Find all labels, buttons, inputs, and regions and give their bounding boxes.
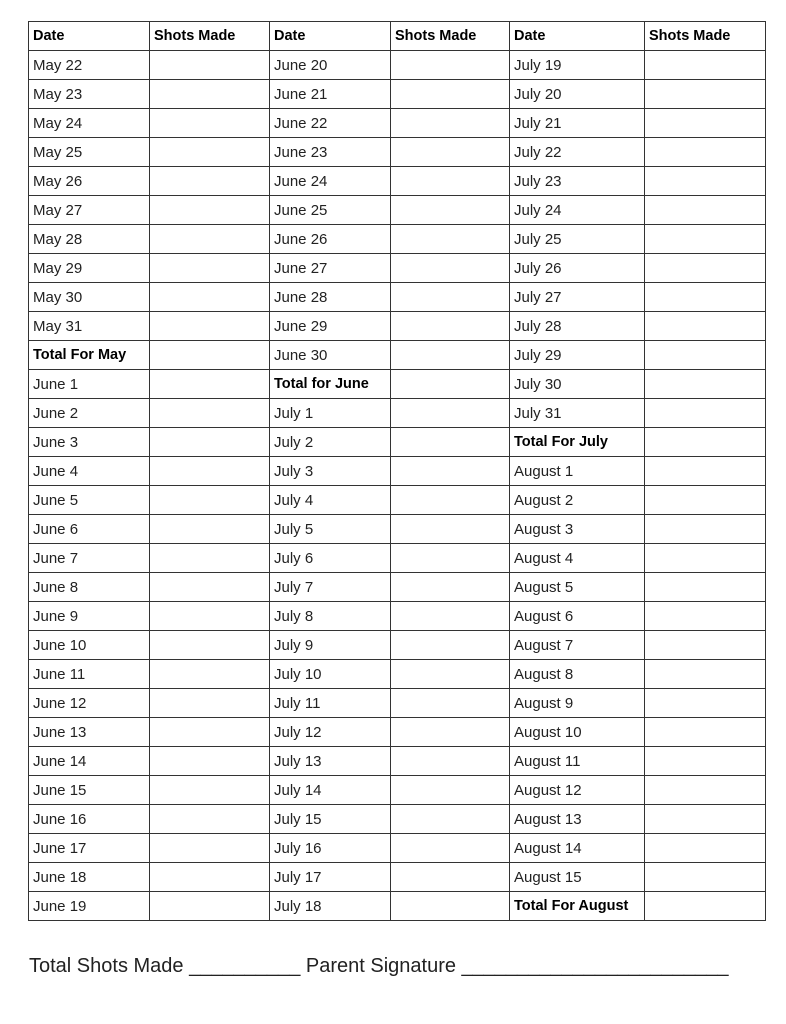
- table-row: [29, 283, 766, 312]
- shots-made-cell[interactable]: [391, 776, 510, 805]
- table-row: [29, 370, 766, 399]
- shots-made-cell[interactable]: [391, 660, 510, 689]
- shots-made-cell[interactable]: [391, 312, 510, 341]
- date-cell: July 25: [510, 225, 645, 254]
- table-row: [29, 138, 766, 167]
- shots-made-cell[interactable]: [645, 805, 766, 834]
- shots-made-cell[interactable]: [645, 834, 766, 863]
- date-cell: August 14: [510, 834, 645, 863]
- shots-made-cell[interactable]: [391, 573, 510, 602]
- shots-made-cell[interactable]: [150, 689, 270, 718]
- table-row: [29, 312, 766, 341]
- shots-made-cell[interactable]: [645, 341, 766, 370]
- shots-made-cell[interactable]: [391, 602, 510, 631]
- date-cell: July 14: [270, 776, 391, 805]
- date-cell: July 13: [270, 747, 391, 776]
- table-row: [29, 80, 766, 109]
- table-row: [29, 573, 766, 602]
- shots-made-cell[interactable]: [391, 196, 510, 225]
- shots-made-cell[interactable]: [150, 486, 270, 515]
- shots-made-cell[interactable]: [150, 196, 270, 225]
- shots-made-cell[interactable]: [150, 718, 270, 747]
- shots-log-table: [28, 21, 766, 921]
- shots-made-cell[interactable]: [645, 486, 766, 515]
- date-cell: June 12: [29, 689, 150, 718]
- date-cell: June 7: [29, 544, 150, 573]
- date-cell: August 15: [510, 863, 645, 892]
- shots-made-cell[interactable]: [150, 892, 270, 921]
- date-cell: June 29: [270, 312, 391, 341]
- date-cell: June 8: [29, 573, 150, 602]
- shots-made-cell[interactable]: [645, 863, 766, 892]
- date-cell: June 15: [29, 776, 150, 805]
- date-cell: August 5: [510, 573, 645, 602]
- shots-made-cell[interactable]: [391, 892, 510, 921]
- date-cell: July 12: [270, 718, 391, 747]
- table-row: [29, 776, 766, 805]
- date-cell: June 4: [29, 457, 150, 486]
- shots-made-cell[interactable]: [391, 747, 510, 776]
- shots-made-cell[interactable]: [150, 51, 270, 80]
- shots-made-cell[interactable]: [645, 660, 766, 689]
- date-cell: June 3: [29, 428, 150, 457]
- date-cell: July 10: [270, 660, 391, 689]
- date-cell: June 11: [29, 660, 150, 689]
- date-cell: May 28: [29, 225, 150, 254]
- date-cell: June 9: [29, 602, 150, 631]
- shots-made-cell[interactable]: [391, 486, 510, 515]
- date-cell: July 16: [270, 834, 391, 863]
- table-row: [29, 51, 766, 80]
- shots-made-cell[interactable]: [645, 428, 766, 457]
- date-cell: May 27: [29, 196, 150, 225]
- date-cell: August 7: [510, 631, 645, 660]
- table-row: [29, 399, 766, 428]
- date-cell: June 13: [29, 718, 150, 747]
- shots-made-cell[interactable]: [391, 399, 510, 428]
- header-row: [29, 22, 766, 51]
- table-row: [29, 486, 766, 515]
- table-row: [29, 544, 766, 573]
- shots-made-cell[interactable]: [645, 196, 766, 225]
- date-cell: July 2: [270, 428, 391, 457]
- date-cell: July 31: [510, 399, 645, 428]
- shots-made-cell[interactable]: [150, 428, 270, 457]
- shots-made-cell[interactable]: [150, 167, 270, 196]
- date-cell: June 2: [29, 399, 150, 428]
- shots-made-cell[interactable]: [645, 776, 766, 805]
- table-body: [29, 51, 766, 921]
- month-total-label: Total For August: [510, 892, 645, 921]
- date-cell: May 25: [29, 138, 150, 167]
- table-row: [29, 457, 766, 486]
- shots-made-cell[interactable]: [645, 718, 766, 747]
- table-row: [29, 892, 766, 921]
- date-cell: June 19: [29, 892, 150, 921]
- date-cell: August 3: [510, 515, 645, 544]
- date-cell: July 7: [270, 573, 391, 602]
- table-row: [29, 602, 766, 631]
- table-row: [29, 109, 766, 138]
- shots-made-cell[interactable]: [391, 80, 510, 109]
- date-cell: June 6: [29, 515, 150, 544]
- date-cell: May 24: [29, 109, 150, 138]
- date-cell: July 8: [270, 602, 391, 631]
- date-cell: July 15: [270, 805, 391, 834]
- date-cell: May 26: [29, 167, 150, 196]
- shots-made-cell[interactable]: [645, 283, 766, 312]
- date-cell: June 18: [29, 863, 150, 892]
- date-cell: August 8: [510, 660, 645, 689]
- date-cell: June 17: [29, 834, 150, 863]
- shots-made-cell[interactable]: [645, 747, 766, 776]
- shots-made-cell[interactable]: [150, 138, 270, 167]
- shots-made-cell[interactable]: [391, 544, 510, 573]
- shots-made-cell[interactable]: [391, 428, 510, 457]
- header-date-3: Date: [510, 22, 645, 51]
- shots-made-cell[interactable]: [150, 631, 270, 660]
- date-cell: June 24: [270, 167, 391, 196]
- shots-made-cell[interactable]: [391, 138, 510, 167]
- date-cell: August 10: [510, 718, 645, 747]
- shots-made-cell[interactable]: [391, 457, 510, 486]
- shots-made-cell[interactable]: [150, 80, 270, 109]
- table-row: [29, 805, 766, 834]
- date-cell: May 22: [29, 51, 150, 80]
- table-row: [29, 167, 766, 196]
- shots-made-cell[interactable]: [645, 312, 766, 341]
- date-cell: August 1: [510, 457, 645, 486]
- shots-made-cell[interactable]: [391, 515, 510, 544]
- shots-made-cell[interactable]: [391, 341, 510, 370]
- shots-made-cell[interactable]: [150, 544, 270, 573]
- shots-made-cell[interactable]: [150, 283, 270, 312]
- month-total-label: Total For May: [29, 341, 150, 370]
- table-row: [29, 660, 766, 689]
- date-cell: August 12: [510, 776, 645, 805]
- table-row: [29, 196, 766, 225]
- shots-made-cell[interactable]: [150, 573, 270, 602]
- shots-made-cell[interactable]: [150, 225, 270, 254]
- shots-made-cell[interactable]: [645, 225, 766, 254]
- date-cell: July 23: [510, 167, 645, 196]
- date-cell: July 24: [510, 196, 645, 225]
- month-total-label: Total For July: [510, 428, 645, 457]
- date-cell: August 4: [510, 544, 645, 573]
- shots-made-cell[interactable]: [391, 689, 510, 718]
- date-cell: July 27: [510, 283, 645, 312]
- shots-made-cell[interactable]: [150, 805, 270, 834]
- date-cell: June 14: [29, 747, 150, 776]
- footer-signature-line: Total Shots Made __________ Parent Signature ________________________: [29, 955, 729, 977]
- date-cell: July 5: [270, 515, 391, 544]
- date-cell: August 13: [510, 805, 645, 834]
- shots-made-cell[interactable]: [391, 805, 510, 834]
- shots-made-cell[interactable]: [150, 254, 270, 283]
- date-cell: July 19: [510, 51, 645, 80]
- table-row: [29, 254, 766, 283]
- date-cell: July 18: [270, 892, 391, 921]
- shots-made-cell[interactable]: [391, 167, 510, 196]
- date-cell: July 20: [510, 80, 645, 109]
- shots-made-cell[interactable]: [150, 109, 270, 138]
- table-row: [29, 225, 766, 254]
- date-cell: June 5: [29, 486, 150, 515]
- shots-made-cell[interactable]: [391, 254, 510, 283]
- date-cell: May 29: [29, 254, 150, 283]
- shots-made-cell[interactable]: [645, 370, 766, 399]
- shots-made-cell[interactable]: [150, 660, 270, 689]
- shots-made-cell[interactable]: [645, 399, 766, 428]
- shots-made-cell[interactable]: [150, 776, 270, 805]
- date-cell: July 30: [510, 370, 645, 399]
- shots-made-cell[interactable]: [391, 109, 510, 138]
- date-cell: June 16: [29, 805, 150, 834]
- date-cell: July 1: [270, 399, 391, 428]
- date-cell: May 31: [29, 312, 150, 341]
- shots-made-cell[interactable]: [645, 457, 766, 486]
- table-row: [29, 428, 766, 457]
- table-row: [29, 341, 766, 370]
- shots-made-cell[interactable]: [391, 718, 510, 747]
- shots-made-cell[interactable]: [391, 631, 510, 660]
- header-date-2: Date: [270, 22, 391, 51]
- shots-made-cell[interactable]: [391, 834, 510, 863]
- date-cell: July 22: [510, 138, 645, 167]
- date-cell: May 30: [29, 283, 150, 312]
- shots-made-cell[interactable]: [645, 544, 766, 573]
- shots-made-cell[interactable]: [391, 51, 510, 80]
- date-cell: June 30: [270, 341, 391, 370]
- shots-made-cell[interactable]: [645, 602, 766, 631]
- shots-made-cell[interactable]: [645, 892, 766, 921]
- date-cell: July 9: [270, 631, 391, 660]
- header-shots-made-2: Shots Made: [391, 22, 510, 51]
- table-row: [29, 515, 766, 544]
- shots-made-cell[interactable]: [645, 689, 766, 718]
- date-cell: June 21: [270, 80, 391, 109]
- table-row: [29, 747, 766, 776]
- shots-made-cell[interactable]: [645, 109, 766, 138]
- table-row: [29, 834, 766, 863]
- table-row: [29, 631, 766, 660]
- shots-made-cell[interactable]: [150, 370, 270, 399]
- shots-made-cell[interactable]: [645, 167, 766, 196]
- shots-made-cell[interactable]: [150, 602, 270, 631]
- table-row: [29, 718, 766, 747]
- date-cell: August 11: [510, 747, 645, 776]
- date-cell: July 11: [270, 689, 391, 718]
- shots-made-cell[interactable]: [150, 515, 270, 544]
- date-cell: June 28: [270, 283, 391, 312]
- shots-made-cell[interactable]: [150, 863, 270, 892]
- date-cell: June 23: [270, 138, 391, 167]
- table-row: [29, 863, 766, 892]
- shots-made-cell[interactable]: [645, 631, 766, 660]
- date-cell: June 22: [270, 109, 391, 138]
- table-row: [29, 689, 766, 718]
- date-cell: June 27: [270, 254, 391, 283]
- date-cell: June 26: [270, 225, 391, 254]
- date-cell: June 1: [29, 370, 150, 399]
- date-cell: May 23: [29, 80, 150, 109]
- shots-made-cell[interactable]: [391, 283, 510, 312]
- header-shots-made-3: Shots Made: [645, 22, 766, 51]
- date-cell: June 20: [270, 51, 391, 80]
- shots-made-cell[interactable]: [150, 834, 270, 863]
- date-cell: July 28: [510, 312, 645, 341]
- shots-made-cell[interactable]: [645, 80, 766, 109]
- date-cell: June 10: [29, 631, 150, 660]
- shots-made-cell[interactable]: [150, 312, 270, 341]
- date-cell: July 21: [510, 109, 645, 138]
- date-cell: June 25: [270, 196, 391, 225]
- shots-made-cell[interactable]: [645, 254, 766, 283]
- date-cell: August 9: [510, 689, 645, 718]
- shots-made-cell[interactable]: [645, 51, 766, 80]
- shots-made-cell[interactable]: [645, 138, 766, 167]
- shots-made-cell[interactable]: [645, 515, 766, 544]
- shots-made-cell[interactable]: [645, 573, 766, 602]
- shots-made-cell[interactable]: [391, 225, 510, 254]
- date-cell: August 6: [510, 602, 645, 631]
- date-cell: July 26: [510, 254, 645, 283]
- shots-made-cell[interactable]: [391, 863, 510, 892]
- shots-made-cell[interactable]: [150, 399, 270, 428]
- shots-made-cell[interactable]: [150, 747, 270, 776]
- date-cell: July 29: [510, 341, 645, 370]
- shots-made-cell[interactable]: [150, 341, 270, 370]
- date-cell: August 2: [510, 486, 645, 515]
- month-total-label: Total for June: [270, 370, 391, 399]
- shots-made-cell[interactable]: [150, 457, 270, 486]
- shots-made-cell[interactable]: [391, 370, 510, 399]
- date-cell: July 4: [270, 486, 391, 515]
- header-date-1: Date: [29, 22, 150, 51]
- date-cell: July 17: [270, 863, 391, 892]
- date-cell: July 6: [270, 544, 391, 573]
- date-cell: July 3: [270, 457, 391, 486]
- header-shots-made-1: Shots Made: [150, 22, 270, 51]
